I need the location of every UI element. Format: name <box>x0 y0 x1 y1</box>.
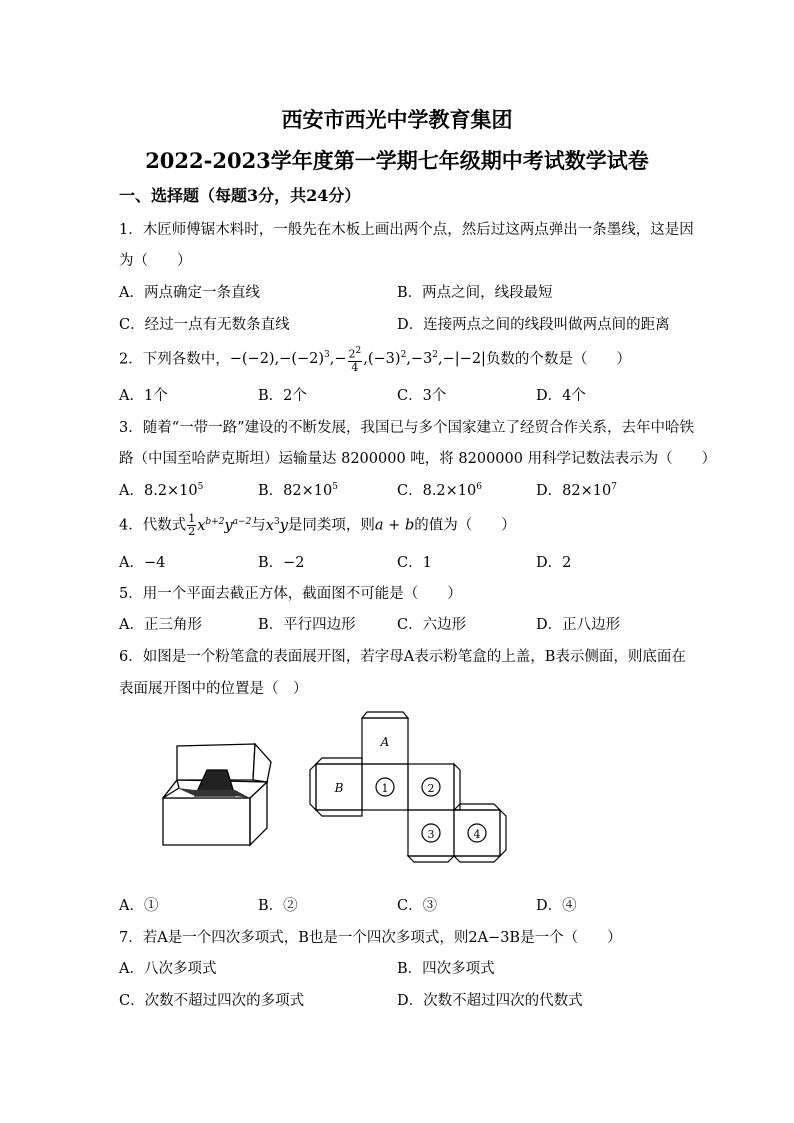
q3-option-d-base: D．82×10 <box>536 483 612 499</box>
q4-option-c[interactable]: C．1 <box>397 555 432 571</box>
q7-option-a[interactable]: A．八次多项式 <box>119 961 217 977</box>
net-label-a: A <box>380 735 390 749</box>
q2-prefix: 2．下列各数中， <box>119 351 230 368</box>
q3-stem-line1: 3．随着“一带一路”建设的不断发展，我国已与多个国家建立了经贸合作关系，去年中哈铁 <box>119 420 695 436</box>
q1-option-a[interactable]: A．两点确定一条直线 <box>119 285 260 301</box>
q7-option-c[interactable]: C．次数不超过四次的多项式 <box>119 993 305 1009</box>
q6-option-c[interactable]: C．③ <box>397 898 438 914</box>
q3-option-a-base: A．8.2×10 <box>119 483 198 499</box>
net-label-b: B <box>334 781 344 795</box>
q3-option-d[interactable] <box>536 479 617 500</box>
q3-option-b-base: B．82×10 <box>258 483 333 499</box>
q1-option-d[interactable]: D．连接两点之间的线段叫做两点间的距离 <box>397 317 670 333</box>
q3-option-c-exp: 6 <box>476 482 482 493</box>
q1-stem-line1: 1．木匠师傅锯木料时，一般先在木板上画出两个点，然后过这两点弹出一条墨线，这是因 <box>119 222 694 238</box>
q7-option-b[interactable]: B．四次多项式 <box>397 961 495 977</box>
net-label-3: 3 <box>427 828 435 841</box>
q5-option-b[interactable]: B．平行四边形 <box>258 617 356 633</box>
q2-numbers: $-(-2),-(-2)^3,-$ $\frac{2^2}{4}$ $,(-3)^2,-3^2,-|-2|$ <box>229 346 486 374</box>
q2-option-a[interactable]: A．1个 <box>119 388 168 404</box>
q3-option-a[interactable] <box>119 479 203 500</box>
q4-prefix: 4．代数式 <box>119 517 187 534</box>
q5-option-d[interactable]: D．正八边形 <box>536 617 621 633</box>
q2-option-d[interactable]: D．4个 <box>536 388 586 404</box>
q6-option-a[interactable]: A．① <box>119 898 159 914</box>
q6-option-b[interactable]: B．② <box>258 898 298 914</box>
q3-option-d-exp: 7 <box>611 482 617 493</box>
exam-title: 2022-2023学年度第一学期七年级期中考试数学试卷 <box>145 148 649 173</box>
q3-option-c[interactable] <box>397 479 482 500</box>
q6-stem-line2: 表面展开图中的位置是（ ） <box>119 681 308 697</box>
q2-stem <box>119 345 631 374</box>
q7-stem: 7．若A是一个四次多项式，B也是一个四次多项式，则2A−3B是一个（ ） <box>119 930 622 946</box>
q3-stem-line2: 路（中国至哈萨克斯坦）运输量达 8200000 吨，将 8200000 用科学记数法表示为（ ） <box>119 451 717 467</box>
school-title: 西安市西光中学教育集团 <box>281 107 513 132</box>
q4-suffix: 是同类项，则 <box>287 517 375 534</box>
net-label-1: 1 <box>381 782 389 795</box>
q1-stem-line2: 为（ ） <box>119 253 192 269</box>
cube-net-figure <box>308 708 508 884</box>
q5-option-a[interactable]: A．正三角形 <box>119 617 202 633</box>
q5-option-c[interactable]: C．六边形 <box>397 617 467 633</box>
q2-option-c[interactable]: C．3个 <box>397 388 447 404</box>
q1-option-c[interactable]: C．经过一点有无数条直线 <box>119 317 290 333</box>
q4-end: 的值为（ ） <box>414 517 516 534</box>
net-label-4: 4 <box>473 828 481 841</box>
q4-stem: 4．代数式 $\frac{1}{2}$ $x^{b+2}y^{a-2}$与$x^3y$是同类项，则a + b的值为（ ） <box>119 512 516 538</box>
q3-option-a-exp: 5 <box>197 482 204 493</box>
q4-option-d[interactable]: D．2 <box>536 555 572 571</box>
q4-term2: $x^3y$ <box>265 516 288 534</box>
section-title: 一、选择题（每题3分，共24分） <box>119 186 361 205</box>
q4-option-a[interactable]: A．−4 <box>119 555 166 571</box>
q7-option-d[interactable]: D．次数不超过四次的代数式 <box>397 993 583 1009</box>
q3-option-b-exp: 5 <box>332 482 338 493</box>
q2-option-b[interactable]: B．2个 <box>258 388 307 404</box>
q2-suffix: 负数的个数是（ ） <box>485 351 631 368</box>
q4-mid: 与 <box>251 517 266 534</box>
q4-option-b[interactable]: B．−2 <box>258 555 305 571</box>
q3-option-c-base: C．8.2×10 <box>397 483 477 499</box>
q5-stem: 5．用一个平面去截正方体，截面图不可能是（ ） <box>119 586 462 602</box>
net-label-2: 2 <box>427 782 435 795</box>
q1-option-b[interactable]: B．两点之间，线段最短 <box>397 285 553 301</box>
q4-expression: a <box>374 517 384 534</box>
q6-stem-line1: 6．如图是一个粉笔盒的表面展开图，若字母A表示粉笔盒的上盖，B表示侧面，则底面在 <box>119 649 686 665</box>
q3-option-b[interactable] <box>258 479 338 500</box>
q4-term1: $\frac{1}{2}$ $x^{b+2}y^{a-2}$ <box>188 512 252 538</box>
chalk-box-figure <box>155 740 275 850</box>
q6-option-d[interactable]: D．④ <box>536 898 577 914</box>
